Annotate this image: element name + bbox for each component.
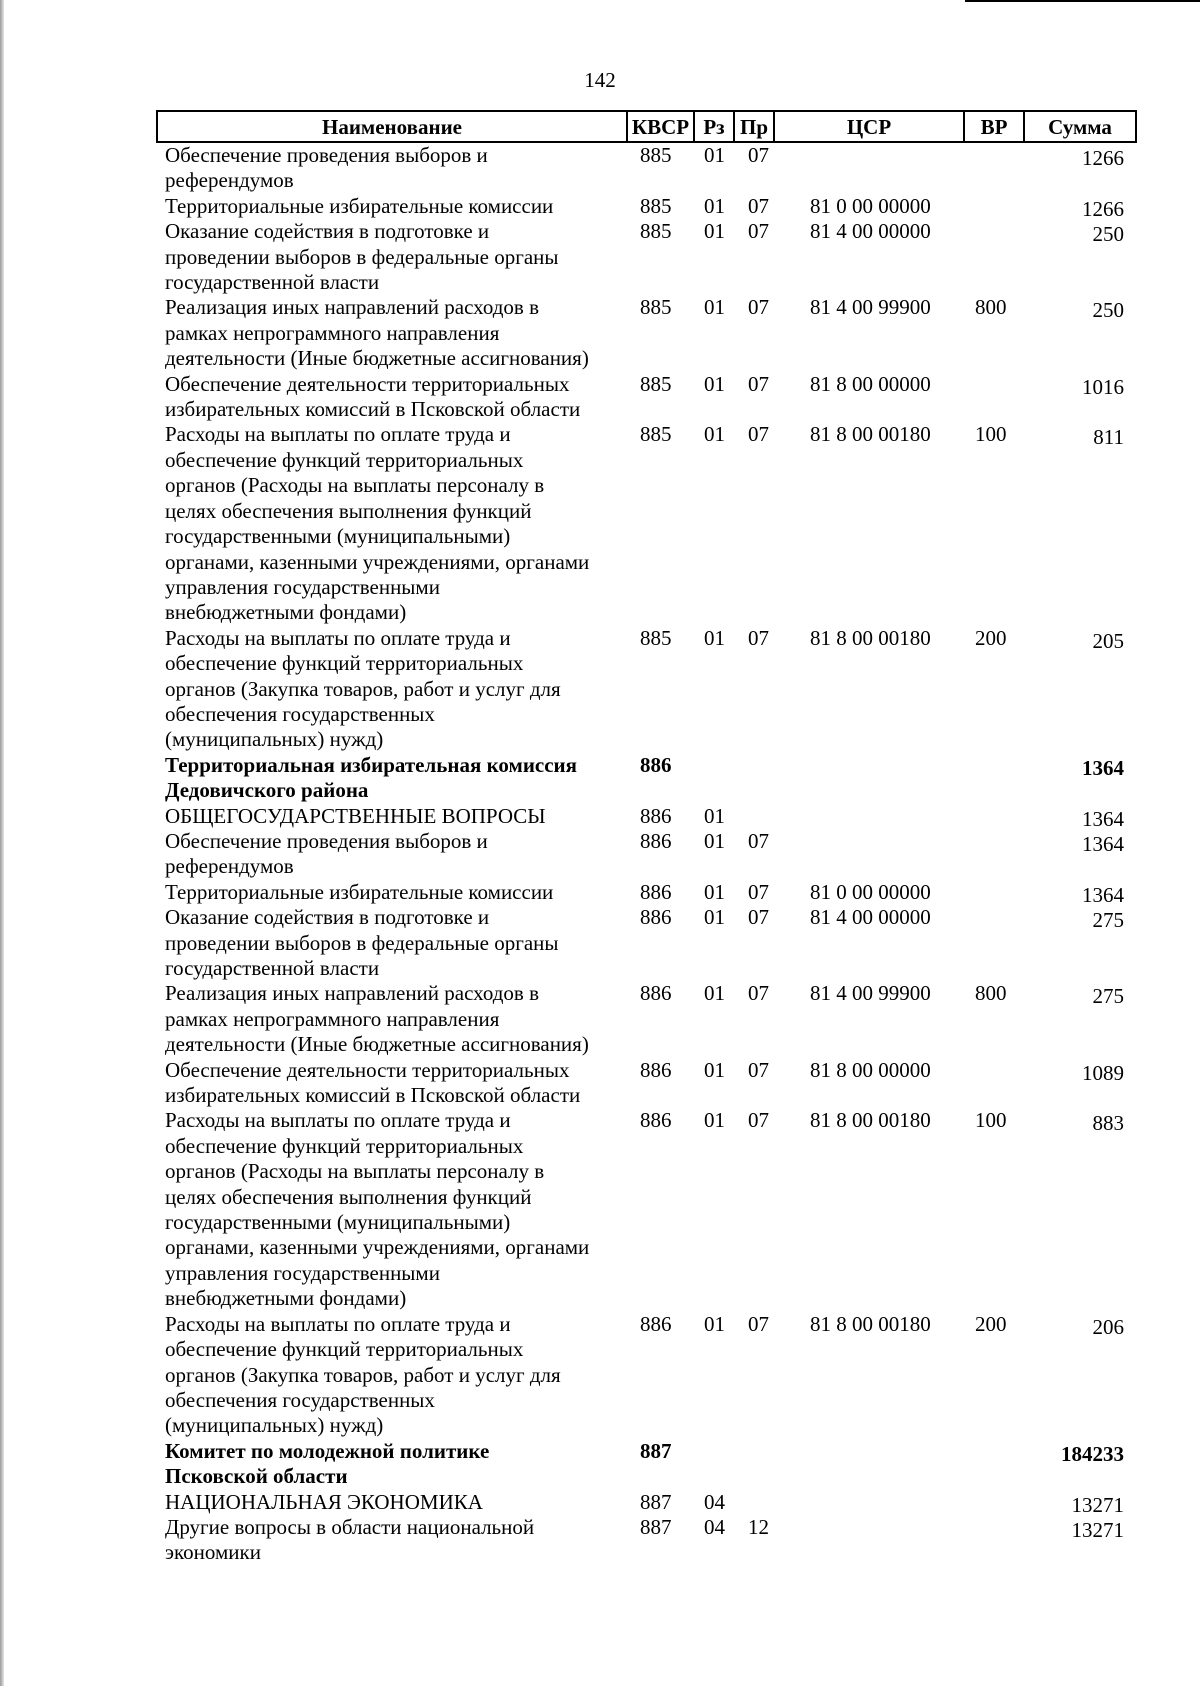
vr-cell: 200: [975, 625, 1007, 650]
vr-cell: 100: [975, 1108, 1007, 1133]
pr-cell: 12: [748, 1514, 769, 1539]
rz-cell: 01: [704, 1108, 725, 1133]
kvsr-cell: 886: [640, 803, 672, 828]
kvsr-cell: 886: [640, 1311, 672, 1336]
rz-cell: 01: [704, 828, 725, 853]
table-row: [0, 626, 1200, 753]
kvsr-cell: 885: [640, 295, 672, 320]
kvsr-cell: 885: [640, 219, 672, 244]
rz-cell: 01: [704, 981, 725, 1006]
pr-cell: 07: [748, 905, 769, 930]
table-row: [0, 143, 1200, 194]
row-name: Реализация иных направлений расходов в рамках непрограммного направления деятельности (Иные бюджетные ассигнования): [165, 981, 589, 1057]
kvsr-cell: 885: [640, 193, 672, 218]
row-name: Территориальные избирательные комиссии: [165, 879, 554, 904]
rz-cell: 01: [704, 371, 725, 396]
table-row: [0, 829, 1200, 880]
rz-cell: 01: [704, 193, 725, 218]
sum-cell: 1364: [1082, 755, 1124, 780]
sum-cell: 250: [1092, 298, 1124, 323]
header-name: Наименование: [158, 112, 628, 141]
pr-cell: 07: [748, 1108, 769, 1133]
rz-cell: 01: [704, 1311, 725, 1336]
header-rz: Рз: [695, 112, 735, 141]
table-row: [0, 753, 1200, 804]
pr-cell: 07: [748, 295, 769, 320]
rz-cell: 01: [704, 143, 725, 167]
row-name: Обеспечение проведения выборов и референдумов: [165, 143, 488, 193]
row-name: Оказание содействия в подготовке и проведении выборов в федеральные органы государственной власти: [165, 905, 559, 980]
row-name: НАЦИОНАЛЬНАЯ ЭКОНОМИКА: [165, 1489, 483, 1514]
kvsr-cell: 886: [640, 879, 672, 904]
table-row: [0, 981, 1200, 1057]
kvsr-cell: 885: [640, 422, 672, 447]
kvsr-cell: 885: [640, 143, 672, 167]
pr-cell: 07: [748, 828, 769, 853]
csr-cell: 81 8 00 00180: [810, 1311, 931, 1336]
rz-cell: 01: [704, 295, 725, 320]
sum-cell: 275: [1092, 908, 1124, 933]
sum-cell: 250: [1092, 222, 1124, 247]
row-name: Реализация иных направлений расходов в рамках непрограммного направления деятельности (Иные бюджетные ассигнования): [165, 295, 589, 371]
kvsr-cell: 887: [640, 1514, 672, 1539]
row-name: Оказание содействия в подготовке и проведении выборов в федеральные органы государственной власти: [165, 219, 559, 295]
csr-cell: 81 8 00 00180: [810, 625, 931, 650]
row-name: Расходы на выплаты по оплате труда и обеспечение функций территориальных органов (Закупка товаров, работ и услуг для обеспечения государственных (муниципальных) нужд): [165, 1311, 561, 1438]
pr-cell: 07: [748, 1311, 769, 1336]
table-row: [0, 422, 1200, 625]
csr-cell: 81 0 00 00000: [810, 193, 931, 218]
csr-cell: 81 4 00 99900: [810, 981, 931, 1006]
kvsr-cell: 886: [640, 752, 672, 777]
sum-cell: 206: [1092, 1314, 1124, 1339]
rz-cell: 01: [704, 905, 725, 930]
pr-cell: 07: [748, 625, 769, 650]
sum-cell: 883: [1092, 1111, 1124, 1136]
csr-cell: 81 4 00 99900: [810, 295, 931, 320]
pr-cell: 07: [748, 219, 769, 244]
rz-cell: 01: [704, 422, 725, 447]
header-sum: Сумма: [1048, 115, 1112, 139]
csr-cell: 81 4 00 00000: [810, 219, 931, 244]
kvsr-cell: 887: [640, 1489, 672, 1514]
row-name: Другие вопросы в области национальной экономики: [165, 1514, 535, 1565]
rz-cell: 04: [704, 1514, 725, 1539]
table-body: [0, 143, 1200, 1566]
sum-cell: 13271: [1071, 1492, 1124, 1517]
table-row: [0, 1312, 1200, 1439]
rz-cell: 01: [704, 625, 725, 650]
rz-cell: 01: [704, 803, 725, 828]
sum-cell: 811: [1093, 425, 1124, 450]
csr-cell: 81 8 00 00180: [810, 422, 931, 447]
table-row: [0, 1439, 1200, 1490]
row-name: Расходы на выплаты по оплате труда и обеспечение функций территориальных органов (Расходы на выплаты персоналу в целях обеспечения выполнения функций государственными (муниципальными) органами, казенными учреждениями, органами управления государственными внебюджетными фондами): [165, 1108, 590, 1311]
pr-cell: 07: [748, 422, 769, 447]
sum-cell: 13271: [1071, 1517, 1124, 1542]
table-row: [0, 905, 1200, 981]
sum-cell: 1364: [1082, 831, 1124, 856]
kvsr-cell: 886: [640, 905, 672, 930]
sum-cell: 1364: [1082, 806, 1124, 831]
sum-cell: 1089: [1082, 1060, 1124, 1085]
pr-cell: 07: [748, 371, 769, 396]
row-name: ОБЩЕГОСУДАРСТВЕННЫЕ ВОПРОСЫ: [165, 803, 546, 828]
kvsr-cell: 887: [640, 1438, 672, 1463]
row-name: Комитет по молодежной политике Псковской области: [165, 1438, 490, 1489]
vr-cell: 200: [975, 1311, 1007, 1336]
row-name: Территориальная избирательная комиссия Дедовичского района: [165, 752, 578, 803]
kvsr-cell: 886: [640, 828, 672, 853]
row-name: Расходы на выплаты по оплате труда и обеспечение функций территориальных органов (Закупка товаров, работ и услуг для обеспечения государственных (муниципальных) нужд): [165, 625, 561, 752]
header-csr: ЦСР: [775, 112, 965, 141]
pr-cell: 07: [748, 143, 769, 167]
table-row: [0, 295, 1200, 371]
header-pr: Пр: [735, 112, 775, 141]
header-kvsr: КВСР: [628, 112, 695, 141]
pr-cell: 07: [748, 981, 769, 1006]
top-rule: [965, 0, 1200, 2]
rz-cell: 01: [704, 879, 725, 904]
row-name: Обеспечение проведения выборов и референдумов: [165, 828, 488, 879]
pr-cell: 07: [748, 879, 769, 904]
pr-cell: 07: [748, 193, 769, 218]
rz-cell: 04: [704, 1489, 725, 1514]
table-row: [0, 1058, 1200, 1109]
vr-cell: 800: [975, 981, 1007, 1006]
sum-cell: 1364: [1082, 882, 1124, 907]
pr-cell: 07: [748, 1057, 769, 1082]
table-row: [0, 219, 1200, 295]
kvsr-cell: 886: [640, 1108, 672, 1133]
sum-cell: 275: [1092, 984, 1124, 1009]
table-row: [0, 1515, 1200, 1566]
table-row: [0, 1108, 1200, 1311]
table-row: [0, 804, 1200, 829]
row-name: Территориальные избирательные комиссии: [165, 193, 554, 218]
sum-cell: 1266: [1082, 196, 1124, 221]
page-number: 142: [584, 68, 616, 92]
csr-cell: 81 8 00 00000: [810, 1057, 931, 1082]
sum-cell: 1016: [1082, 374, 1124, 399]
rz-cell: 01: [704, 219, 725, 244]
csr-cell: 81 8 00 00000: [810, 371, 931, 396]
vr-cell: 100: [975, 422, 1007, 447]
csr-cell: 81 0 00 00000: [810, 879, 931, 904]
sum-cell: 205: [1092, 628, 1124, 653]
kvsr-cell: 886: [640, 981, 672, 1006]
row-name: Обеспечение деятельности территориальных избирательных комиссий в Псковской области: [165, 1057, 581, 1108]
table-header: [156, 110, 1137, 143]
table-row: [0, 194, 1200, 219]
csr-cell: 81 4 00 00000: [810, 905, 931, 930]
kvsr-cell: 885: [640, 371, 672, 396]
table-row: [0, 372, 1200, 423]
row-name: Расходы на выплаты по оплате труда и обеспечение функций территориальных органов (Расходы на выплаты персоналу в целях обеспечения выполнения функций государственными (муниципальными) органами, казенными учреждениями, органами управления государственными внебюджетными фондами): [165, 422, 590, 625]
sum-cell: 184233: [1061, 1441, 1124, 1466]
table-row: [0, 1490, 1200, 1515]
kvsr-cell: 885: [640, 625, 672, 650]
kvsr-cell: 886: [640, 1057, 672, 1082]
sum-cell: 1266: [1082, 146, 1124, 170]
rz-cell: 01: [704, 1057, 725, 1082]
header-vr: ВР: [965, 112, 1025, 141]
csr-cell: 81 8 00 00180: [810, 1108, 931, 1133]
vr-cell: 800: [975, 295, 1007, 320]
row-name: Обеспечение деятельности территориальных избирательных комиссий в Псковской области: [165, 371, 581, 422]
table-row: [0, 880, 1200, 905]
